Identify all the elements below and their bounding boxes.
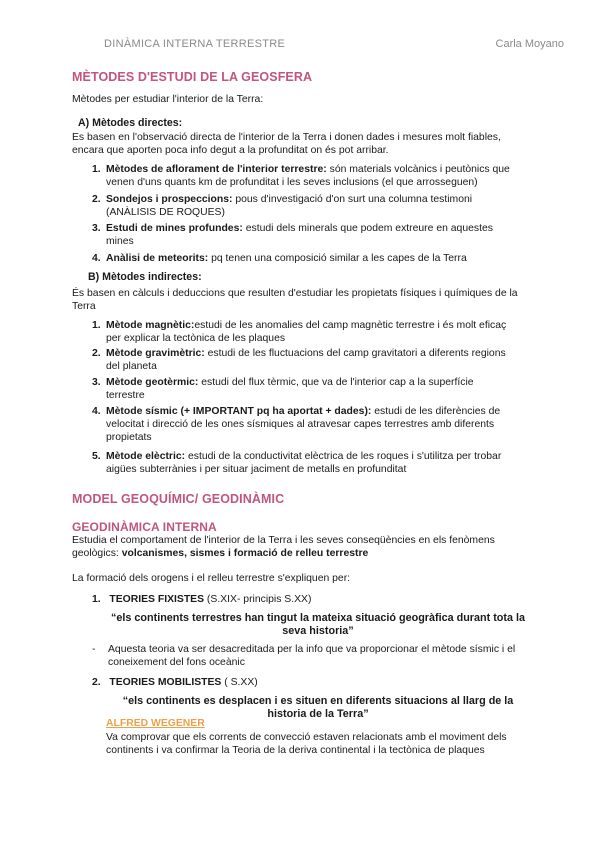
list-item: 3. Estudi de mines profundes: estudi dels minerals que podem extreure en aquestes mines xyxy=(92,223,493,248)
directes-heading: A) Mètodes directes: xyxy=(78,117,183,129)
indirectes-heading: B) Mètodes indirectes: xyxy=(88,271,202,283)
section2-subtitle: GEODINÀMICA INTERNA xyxy=(72,520,217,534)
header-title: DINÀMICA INTERNA TERRESTRE xyxy=(104,38,286,50)
list-item: 1. Mètodes de aflorament de l'interior terrestre: són materials volcànics i peutònics que venen d'uns quants km de profunditat i les seves inclusions (el que arrosseguen) xyxy=(92,164,510,189)
fixistes-quote: “els continents terrestres han tingut la mateixa situació geogràfica durant tota la seva historia” xyxy=(111,612,525,638)
section2-desc: Estudia el comportament de l'interior de la Terra i les seves conseqüències en els fenòmens geològics: volcanismes, sismes i formació de relleu terrestre xyxy=(72,535,495,560)
list-item: 3. Mètode geotèrmic: estudi del flux tèrmic, que va de l'interior cap a la superfície terrestre xyxy=(92,377,474,402)
section1-intro: Mètodes per estudiar l'interior de la Terra: xyxy=(72,94,264,105)
list-item: 2. Mètode gravimètric: estudi de les fluctuacions del camp gravitatori a diferents regions del planeta xyxy=(92,348,506,373)
list-item: 1. Mètode magnètic:estudi de les anomalies del camp magnètic terrestre i és molt eficaç per explicar la tectònica de les plaques xyxy=(92,320,507,345)
teories-fixistes-heading: 1. TEORIES FIXISTES (S.XIX- principis S.XX) xyxy=(92,594,312,605)
orogens-text: La formació dels orogens i el relleu terrestre s'expliquen per: xyxy=(72,573,351,584)
dash-bullet: - xyxy=(92,644,96,655)
mobilistes-quote: “els continents es desplacen i es situen en diferents situacions al llarg de la historia de la Terra” xyxy=(122,695,514,721)
section2-title: MODEL GEOQUÍMIC/ GEODINÀMIC xyxy=(72,492,285,506)
header-author: Carla Moyano xyxy=(495,38,564,50)
fixistes-note: Aquesta teoria va ser desacreditada per la info que va proporcionar el mètode sísmic i el coneixement del fons oceànic xyxy=(108,644,516,669)
wegener-text: Va comprovar que els corrents de convecció estaven relacionats amb el moviment dels continents i va confirmar la Teoria de la deriva continental i la tectònica de plaques xyxy=(106,732,507,757)
list-item: 4. Mètode sísmic (+ IMPORTANT pq ha aportat + dades): estudi de les diferències de velocitat i direcció de les ones sísmiques al atravesar capes terrestres amb diferents propietats xyxy=(92,406,501,444)
indirectes-desc: És basen en càlculs i deduccions que resulten d'estudiar les propietats físiques i químiques de la Terra xyxy=(72,288,518,313)
list-item: 4. Anàlisi de meteorits: pq tenen una composició similar a les capes de la Terra xyxy=(92,253,467,264)
teories-mobilistes-heading: 2. TEORIES MOBILISTES ( S.XX) xyxy=(92,677,258,688)
list-item: 2. Sondejos i prospeccions: pous d'investigació d'on surt una columna testimoni (ANÀLISIS DE ROQUES) xyxy=(92,194,473,219)
directes-desc: Es basen en l'observació directa de l'interior de la Terra i donen dades i mesures molt fiables, encara que aporten poca info degut a la profunditat on és pot arribar. xyxy=(72,132,501,157)
section1-title: MÈTODES D'ESTUDI DE LA GEOSFERA xyxy=(72,70,313,84)
wegener-label: ALFRED WEGENER xyxy=(106,718,205,729)
list-item: 5. Mètode elèctric: estudi de la conductivitat elèctrica de les roques i s'utilitza per trobar aigües subterrànies i per situar jaciment de metalls en profunditat xyxy=(92,451,502,476)
